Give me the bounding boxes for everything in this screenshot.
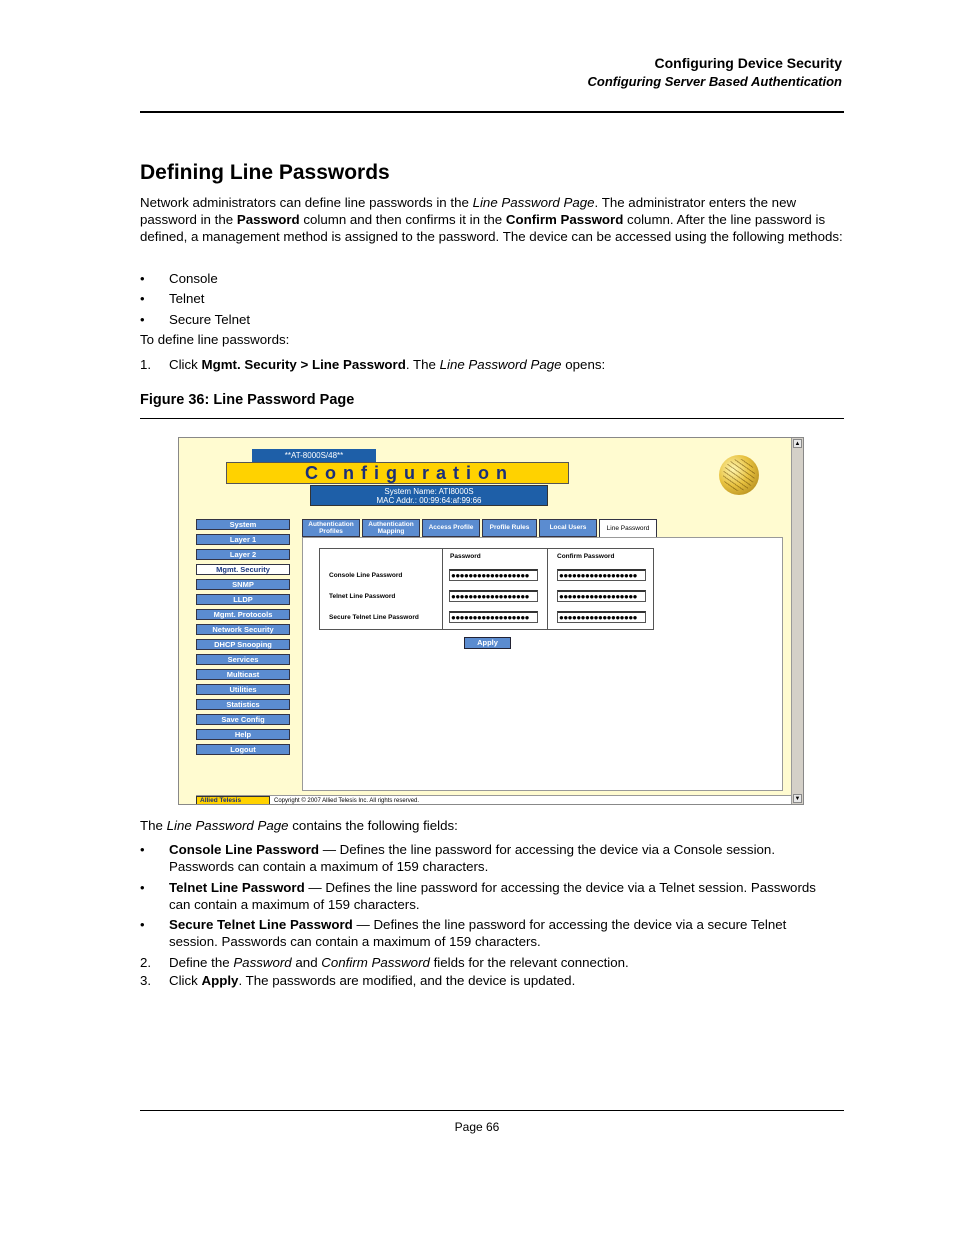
device-name-label: **AT-8000S/48** [252, 449, 376, 462]
nav-item-network-security[interactable]: Network Security [196, 624, 290, 635]
tab-line-password[interactable]: Line Password [599, 519, 657, 538]
to-define-text: To define line passwords: [140, 332, 290, 347]
nav-item-statistics[interactable]: Statistics [196, 699, 290, 710]
allied-telesis-logo: Allied Telesis [196, 796, 270, 805]
running-header-subtitle: Configuring Server Based Authentication [587, 74, 842, 89]
tab-authentication-mapping[interactable]: Authentication Mapping [362, 519, 420, 537]
telnet-confirm-password-input[interactable]: ●●●●●●●●●●●●●●●●●● [557, 590, 646, 602]
console-password-input[interactable]: ●●●●●●●●●●●●●●●●●● [449, 569, 538, 581]
nav-item-mgmt-protocols[interactable]: Mgmt. Protocols [196, 609, 290, 620]
fields-intro: The Line Password Page contains the following fields: [140, 818, 458, 833]
header-rule [140, 111, 844, 113]
mac-address: MAC Addr.: 00:99:64:af:99:66 [376, 496, 482, 505]
nav-item-mgmt-security[interactable]: Mgmt. Security [196, 564, 290, 575]
nav-item-system[interactable]: System [196, 519, 290, 530]
nav-item-save-config[interactable]: Save Config [196, 714, 290, 725]
page-number: Page 66 [454, 1120, 500, 1134]
scroll-up-icon[interactable]: ▲ [794, 441, 801, 447]
nav-item-multicast[interactable]: Multicast [196, 669, 290, 680]
figure-rule [140, 418, 844, 419]
row-label-console: Console Line Password [329, 572, 403, 579]
section-title: Defining Line Passwords [140, 161, 390, 184]
scroll-down-icon[interactable]: ▼ [794, 796, 801, 802]
running-header-title: Configuring Device Security [654, 55, 842, 71]
vertical-scrollbar[interactable] [791, 438, 803, 804]
figure-caption: Figure 36: Line Password Page [140, 392, 355, 408]
line-password-panel [302, 537, 783, 791]
configuration-banner: Configuration [226, 462, 569, 484]
console-confirm-password-input[interactable]: ●●●●●●●●●●●●●●●●●● [557, 569, 646, 581]
nav-item-logout[interactable]: Logout [196, 744, 290, 755]
secure-telnet-password-input[interactable]: ●●●●●●●●●●●●●●●●●● [449, 611, 538, 623]
nav-item-layer2[interactable]: Layer 2 [196, 549, 290, 560]
row-label-secure-telnet: Secure Telnet Line Password [329, 614, 419, 621]
footer-rule [140, 1110, 844, 1111]
column-header-password: Password [450, 553, 481, 560]
line-password-table [319, 548, 654, 630]
telnet-password-input[interactable]: ●●●●●●●●●●●●●●●●●● [449, 590, 538, 602]
nav-item-help[interactable]: Help [196, 729, 290, 740]
intro-paragraph: Network administrators can define line passwords in the Line Password Page. The administrator enters the new password in the Password column and then confirms it in the Confirm Password column. After the line password is defined, a management method is assigned to the password. The device can be accessed using the following methods: [140, 195, 843, 244]
nav-item-utilities[interactable]: Utilities [196, 684, 290, 695]
tab-authentication-profiles[interactable]: Authentication Profiles [302, 519, 360, 537]
line-password-screenshot [178, 437, 804, 805]
tab-profile-rules[interactable]: Profile Rules [482, 519, 537, 537]
secure-telnet-confirm-password-input[interactable]: ●●●●●●●●●●●●●●●●●● [557, 611, 646, 623]
tab-access-profile[interactable]: Access Profile [422, 519, 480, 537]
globe-logo-icon [719, 455, 759, 495]
nav-item-dhcp-snooping[interactable]: DHCP Snooping [196, 639, 290, 650]
copyright-text: Copyright © 2007 Allied Telesis Inc. All rights reserved. [274, 798, 420, 804]
nav-item-services[interactable]: Services [196, 654, 290, 665]
system-info-box [310, 485, 548, 506]
column-header-confirm-password: Confirm Password [557, 553, 615, 560]
sidebar-nav [196, 519, 290, 759]
nav-item-layer1[interactable]: Layer 1 [196, 534, 290, 545]
apply-button[interactable]: Apply [464, 637, 511, 649]
screenshot-footer [196, 795, 792, 805]
system-name: System Name: ATI8000S [384, 487, 474, 496]
nav-item-snmp[interactable]: SNMP [196, 579, 290, 590]
row-label-telnet: Telnet Line Password [329, 593, 396, 600]
tab-local-users[interactable]: Local Users [539, 519, 597, 537]
nav-item-lldp[interactable]: LLDP [196, 594, 290, 605]
